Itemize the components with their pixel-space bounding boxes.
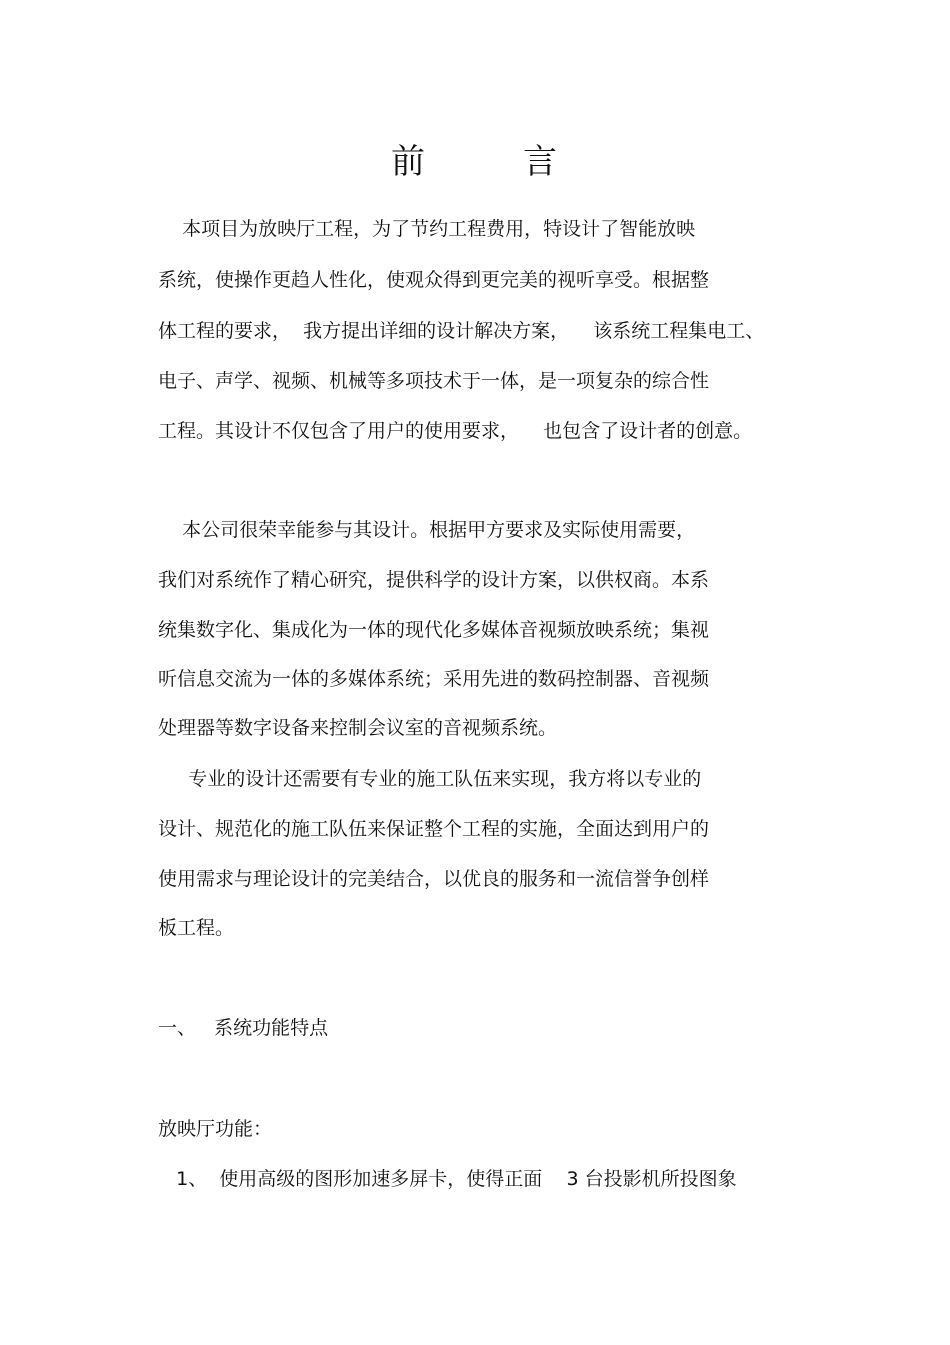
- subsection-label: 放映厅功能：: [158, 1118, 273, 1140]
- title-char-1: 前: [391, 142, 427, 182]
- numbered-item-1: 1、 使用高级的图形加速多屏卡，使得正面 3 台投影机所投图象: [158, 1168, 737, 1190]
- paragraph-3-line-4: 板工程。: [158, 917, 235, 939]
- paragraph-3-line-3: 使用需求与理论设计的完美结合，以优良的服务和一流信誉争创样: [158, 868, 710, 890]
- paragraph-1-line-5: 工程。其设计不仅包含了用户的使用要求， 也包含了设计者的创意。: [158, 420, 753, 442]
- paragraph-2-line-2: 我们对系统作了精心研究，提供科学的设计方案，以供权商。本系: [158, 569, 710, 591]
- paragraph-2-line-1: 本公司很荣幸能参与其设计。根据甲方要求及实际使用需要，: [158, 519, 696, 541]
- title-char-2: 言: [523, 142, 559, 182]
- paragraph-3-line-2: 设计、规范化的施工队伍来保证整个工程的实施，全面达到用户的: [158, 818, 710, 840]
- paragraph-3-line-1: 专业的设计还需要有专业的施工队伍来实现，我方将以专业的: [158, 768, 702, 790]
- paragraph-1-line-2: 系统，使操作更趋人性化，使观众得到更完美的视听享受。根据整: [158, 269, 710, 291]
- paragraph-2-line-5: 处理器等数字设备来控制会议室的音视频系统。: [158, 717, 558, 739]
- paragraph-1-line-4: 电子、声学、视频、机械等多项技术于一体，是一项复杂的综合性: [158, 370, 710, 392]
- paragraph-1-line-1: 本项目为放映厅工程，为了节约工程费用，特设计了智能放映: [158, 218, 696, 240]
- page-title: [0, 138, 950, 186]
- section-heading: 一、 系统功能特点: [158, 1017, 329, 1039]
- paragraph-1-line-3: 体工程的要求， 我方提出详细的设计解决方案， 该系统工程集电工、: [158, 320, 765, 342]
- paragraph-2-line-4: 听信息交流为一体的多媒体系统；采用先进的数码控制器、音视频: [158, 668, 710, 690]
- paragraph-2-line-3: 统集数字化、集成化为一体的现代化多媒体音视频放映系统；集视: [158, 619, 710, 641]
